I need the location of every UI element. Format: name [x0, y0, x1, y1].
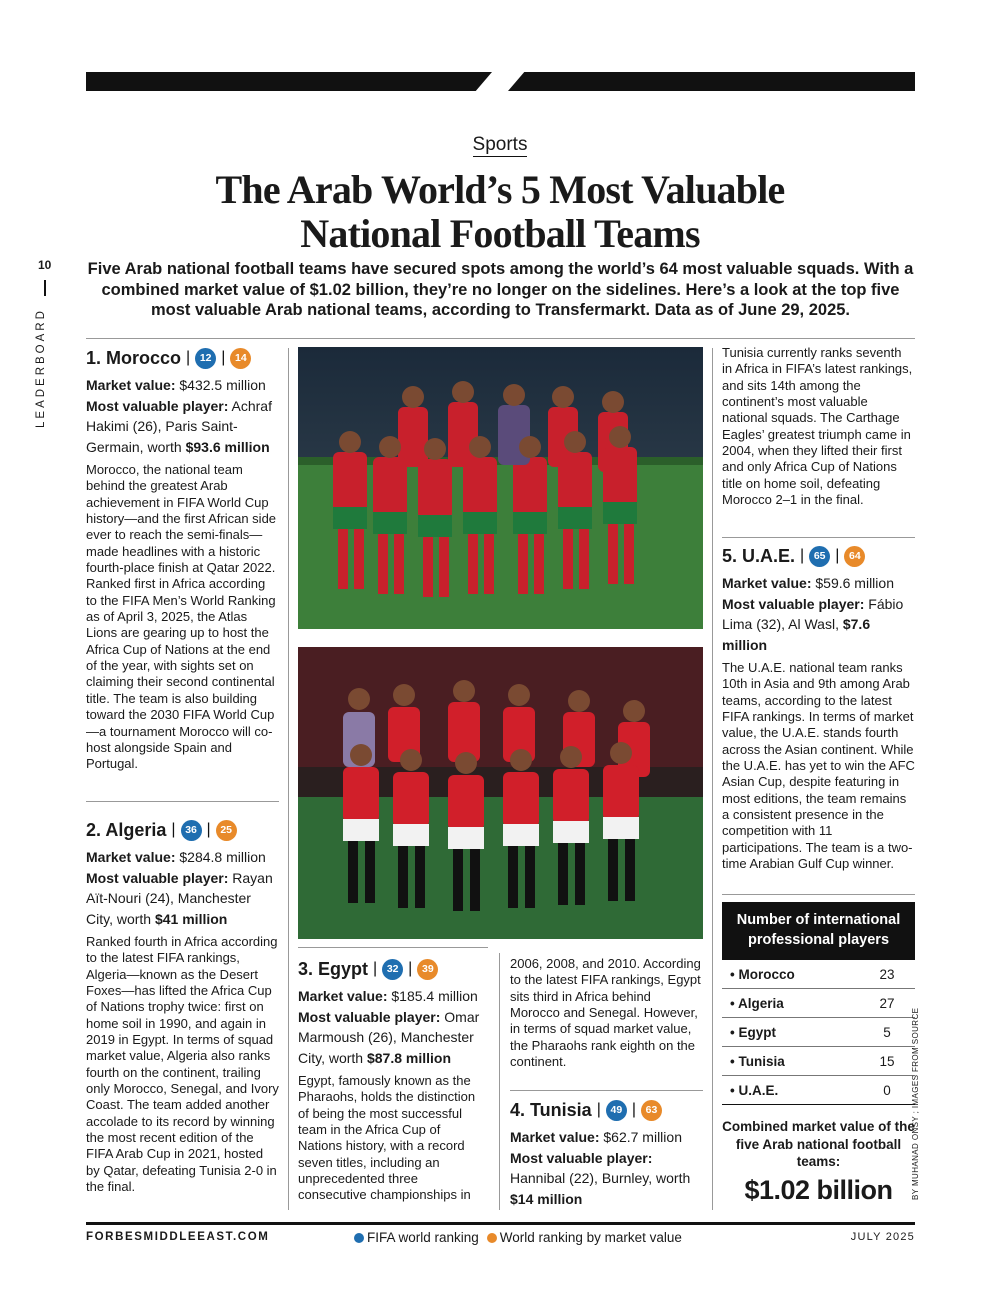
row-team: • Egypt: [730, 1024, 776, 1040]
team-name: 1. Morocco: [86, 347, 182, 368]
value-rank-badge: 14: [230, 348, 251, 369]
table-title: Number of international professional players: [722, 902, 915, 960]
top-bar-right: [508, 72, 915, 91]
team-tunisia: [510, 1098, 703, 1209]
table-row: [722, 960, 915, 989]
mvp-details: Hannibal (22), Burnley, worth: [510, 1170, 691, 1186]
footer-rule: [86, 1222, 915, 1225]
market-value: [722, 573, 915, 594]
row-count: 0: [883, 1082, 891, 1098]
footer-date: JULY 2025: [850, 1231, 915, 1243]
team-heading: [86, 346, 279, 370]
separator: |: [596, 1100, 601, 1118]
headline-line-1: The Arab World’s 5 Most Valuable: [215, 167, 785, 212]
table-row: [722, 1018, 915, 1047]
column-rule: [712, 348, 713, 1210]
egypt-continued: 2006, 2008, and 2010. According to the latest FIFA rankings, Egypt sits third in Africa behind Morocco and Senegal. However, in terms of squad market value, the Pharaohs rank eighth on the continent.: [510, 956, 701, 1070]
mvp-details: Fábio Lima (32), Al Wasl,: [722, 595, 904, 632]
table-row: [722, 989, 915, 1018]
mvp-label: Most valuable player:: [722, 595, 865, 612]
legend-value-label: World ranking by market value: [499, 1230, 682, 1245]
fifa-rank-badge: 65: [809, 546, 830, 567]
separator: |: [408, 959, 413, 977]
team-description: Egypt, famously known as the Pharaohs, holds the distinction of being the most successful team in the Africa Cup of Nations history, with a record seven titles, including an unprecedented three consecutive championships in: [298, 1073, 476, 1203]
page-number-rule: [44, 280, 46, 296]
section-label: [0, 134, 1000, 156]
market-value-label: Market value:: [298, 988, 388, 1004]
fifa-rank-badge: 32: [382, 959, 403, 980]
row-count: 27: [879, 995, 895, 1011]
headline-line-2: National Football Teams: [300, 211, 700, 256]
tunisia-description: Tunisia currently ranks seventh in Africa in FIFA’s latest rankings, and sits 14th among the continent’s most valuable national squads. The Carthage Eagles’ greatest triumph came in 2004, when they lifted their first and only Africa Cup of Nations title on home soil, defeating Morocco 2–1 in the final.: [722, 345, 913, 508]
most-valuable-player: [86, 396, 279, 458]
blue-dot-icon: [354, 1233, 364, 1243]
separator: |: [835, 546, 840, 564]
divider: [722, 537, 915, 538]
mvp-worth: $7.6 million: [722, 616, 871, 653]
value-rank-badge: 25: [216, 820, 237, 841]
mvp-label: Most valuable player:: [86, 869, 229, 886]
market-value-label: Market value:: [510, 1129, 600, 1145]
market-value: [86, 847, 279, 868]
mvp-worth: $41 million: [154, 910, 228, 927]
photo-credit: BY MUHANAD ONSY ; IMAGES FROM SOURCE: [911, 1007, 920, 1200]
mvp-details: Rayan Aït-Nouri (24), Manchester City, worth: [86, 869, 273, 927]
most-valuable-player: [722, 594, 915, 656]
market-value-amount: $284.8 million: [179, 849, 266, 865]
team-description: Morocco, the national team behind the greatest Arab achievement in FIFA World Cup history—and the first African side ever to reach the semi-finals—made headlines with a historic fourth-place finish at Qatar 2022. Ranked first in Africa according to the FIFA Men’s World Ranking as of April 3, 2025, the Atlas Lions are gearing up to host the Africa Cup of Nations at the end of the year, with sights set on claiming their second continental title. The team is also building toward the 2030 FIFA World Cup—a tournament Morocco will co-host alongside Spain and Portugal.: [86, 462, 277, 772]
row-team: • Algeria: [730, 995, 784, 1011]
fifa-rank-badge: 49: [606, 1100, 627, 1121]
egypt-team-illustration: [298, 647, 703, 939]
morocco-team-illustration: [298, 347, 703, 629]
team-name: 4. Tunisia: [510, 1099, 592, 1120]
table-row: [722, 1076, 915, 1105]
team-description: The U.A.E. national team ranks 10th in Asia and 9th among Arab teams, according to the latest FIFA rankings. In terms of market value, the U.A.E. stands fourth across the Asian continent. While the U.A.E. has yet to win the AFC Asian Cup, despite featuring in most editions, the team remains a consistent presence in the competition with 11 participations. The team is a two-time Arabian Gulf Cup winner.: [722, 660, 915, 872]
market-value-amount: $432.5 million: [179, 377, 266, 393]
team-description: Ranked fourth in Africa according to the latest FIFA rankings, Algeria—known as the Desert Foxes—has lifted the Africa Cup of Nations trophy twice: first on home soil in 1990, and again in 2019 in Egypt. In terms of squad market value, Algeria also ranks fourth on the continent, trailing only Morocco, Senegal, and Ivory Coast. The team added another accolade to its record by winning the most recent edition of the FIFA Arab Cup in 2021, hosted by Qatar, defeating Tunisia 2-0 in the final.: [86, 934, 279, 1195]
intro-divider: [86, 338, 915, 339]
row-count: 5: [883, 1024, 891, 1040]
separator: |: [631, 1100, 636, 1118]
column-rule: [288, 348, 289, 1210]
mvp-label: Most valuable player:: [86, 397, 229, 414]
mvp-details: Achraf Hakimi (26), Paris Saint-Germain, worth: [86, 397, 272, 455]
market-value-label: Market value:: [86, 849, 176, 865]
value-rank-badge: 63: [641, 1100, 662, 1121]
most-valuable-player: [510, 1148, 703, 1210]
market-value: [298, 986, 488, 1007]
egypt-team-photo: [298, 647, 703, 939]
divider: [510, 1090, 703, 1091]
divider: [298, 947, 488, 948]
market-value-label: Market value:: [86, 377, 176, 393]
mvp-label: Most valuable player:: [298, 1008, 441, 1025]
column-rule: [499, 953, 500, 1210]
team-name: 2. Algeria: [86, 819, 167, 840]
mvp-worth: $93.6 million: [185, 438, 270, 455]
combined-label: Combined market value of the five Arab national football teams:: [722, 1119, 915, 1169]
top-bar-left: [86, 72, 492, 91]
market-value-label: Market value:: [722, 575, 812, 591]
orange-dot-icon: [487, 1233, 497, 1243]
row-team: • Morocco: [730, 966, 795, 982]
market-value: [86, 375, 279, 396]
legend-fifa: [354, 1230, 479, 1245]
team-heading: [86, 818, 279, 842]
team-name: 5. U.A.E.: [722, 545, 796, 566]
footer-site: FORBESMIDDLEEAST.COM: [86, 1231, 270, 1243]
separator: |: [186, 348, 191, 366]
combined-value: $1.02 billion: [744, 1174, 893, 1205]
separator: |: [373, 959, 378, 977]
separator: |: [221, 348, 226, 366]
separator: |: [206, 820, 211, 838]
legend-fifa-label: FIFA world ranking: [367, 1230, 479, 1245]
value-rank-badge: 39: [417, 959, 438, 980]
team-name: 3. Egypt: [298, 958, 369, 979]
market-value: [510, 1127, 703, 1148]
market-value-amount: $185.4 million: [391, 988, 478, 1004]
mvp-worth: $87.8 million: [366, 1049, 452, 1066]
legend-value: [487, 1230, 682, 1245]
pro-players-table: [722, 902, 915, 1105]
team-morocco: [86, 346, 279, 773]
section-label-text: Sports: [472, 134, 528, 155]
combined-value-box: [722, 1118, 915, 1206]
row-team: • U.A.E.: [730, 1082, 779, 1098]
legend: [354, 1230, 682, 1245]
row-count: 23: [879, 966, 895, 982]
divider: [86, 801, 279, 802]
market-value-amount: $62.7 million: [603, 1129, 682, 1145]
mvp-details: Omar Marmoush (26), Manchester City, worth: [298, 1008, 480, 1066]
separator: |: [171, 820, 176, 838]
page-number: 10: [38, 258, 52, 272]
side-label: LEADERBOARD: [35, 308, 47, 428]
divider: [722, 894, 915, 895]
fifa-rank-badge: 12: [195, 348, 216, 369]
separator: |: [800, 546, 805, 564]
intro-paragraph: Five Arab national football teams have secured spots among the world’s 64 most valuable squads. With a combined market value of $1.02 billion, they’re no longer on the sidelines. Here’s a look at the top five most valuable Arab national teams, according to Transfermarkt. Data as of June 29, 2025.: [87, 260, 914, 319]
team-algeria: [86, 818, 279, 1196]
market-value-amount: $59.6 million: [815, 575, 894, 591]
team-egypt: [298, 957, 488, 1204]
team-heading: [722, 544, 915, 568]
mvp-worth: $14 million: [510, 1190, 583, 1207]
team-uae: [722, 544, 915, 872]
team-heading: [298, 957, 488, 981]
team-heading: [510, 1098, 703, 1122]
row-count: 15: [879, 1053, 895, 1069]
most-valuable-player: [86, 868, 279, 930]
headline: [150, 168, 850, 256]
morocco-team-photo: [298, 347, 703, 629]
value-rank-badge: 64: [844, 546, 865, 567]
table-row: [722, 1047, 915, 1076]
fifa-rank-badge: 36: [181, 820, 202, 841]
mvp-label: Most valuable player:: [510, 1149, 653, 1166]
most-valuable-player: [298, 1007, 488, 1069]
row-team: • Tunisia: [730, 1053, 785, 1069]
